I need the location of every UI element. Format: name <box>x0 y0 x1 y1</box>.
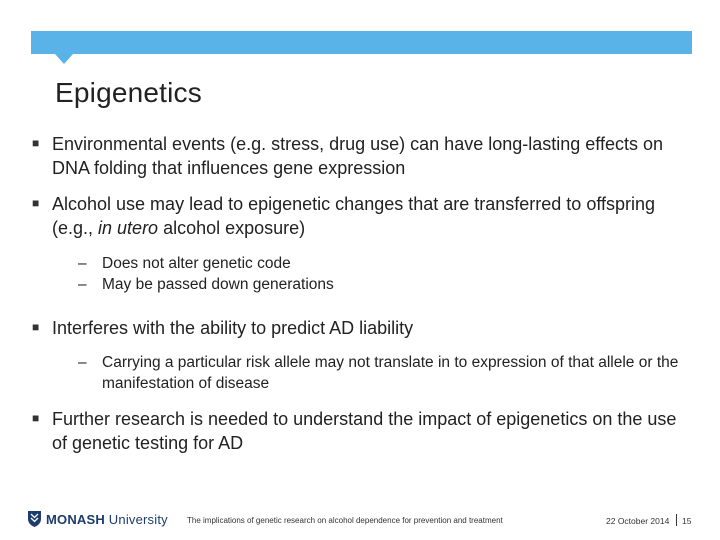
logo-wordmark <box>46 512 168 527</box>
header-banner <box>31 31 692 54</box>
square-bullet-icon: ■ <box>32 136 40 150</box>
bullet-text-italic: in utero <box>98 218 159 238</box>
bullet-item: ■ Further research is needed to understand the impact of epigenetics on the use of genetic testing for AD <box>32 409 677 453</box>
university-logo <box>27 510 168 528</box>
logo-wordmark-bold: MONASH <box>46 511 105 527</box>
footer-date: 22 October 2014 <box>606 516 670 526</box>
square-bullet-icon: ■ <box>32 411 40 425</box>
footer-divider <box>676 514 677 526</box>
logo-wordmark-regular: University <box>104 511 168 527</box>
banner-notch <box>55 54 73 64</box>
square-bullet-icon: ■ <box>32 196 40 210</box>
sub-bullet-item: – May be passed down generations <box>78 276 334 293</box>
bullet-item: ■ Environmental events (e.g. stress, drug use) can have long-lasting effects on DNA folding that influences gene expression <box>32 134 663 178</box>
bullet-item: ■ Interferes with the ability to predict AD liability <box>32 318 414 338</box>
dash-mark: – <box>78 276 87 293</box>
slide-title: Epigenetics <box>55 77 202 108</box>
dash-mark: – <box>78 354 87 371</box>
square-bullet-icon: ■ <box>32 320 40 334</box>
shield-icon <box>27 510 42 528</box>
dash-mark: – <box>78 255 87 272</box>
bullet-text: Alcohol use may lead to epigenetic changes that are transferred to offspring (e.g., <box>52 194 656 238</box>
sub-bullet-item: – Does not alter genetic code <box>78 255 291 272</box>
bullet-text: alcohol exposure) <box>158 218 306 238</box>
footer-document-title: The implications of genetic research on alcohol dependence for prevention and treatment <box>187 516 503 525</box>
bullet-item <box>32 192 692 240</box>
sub-bullet-item: – Carrying a particular risk allele may not translate in to expression of that allele or the manifestation of disease <box>78 354 679 392</box>
footer-page-number: 15 <box>682 516 692 526</box>
